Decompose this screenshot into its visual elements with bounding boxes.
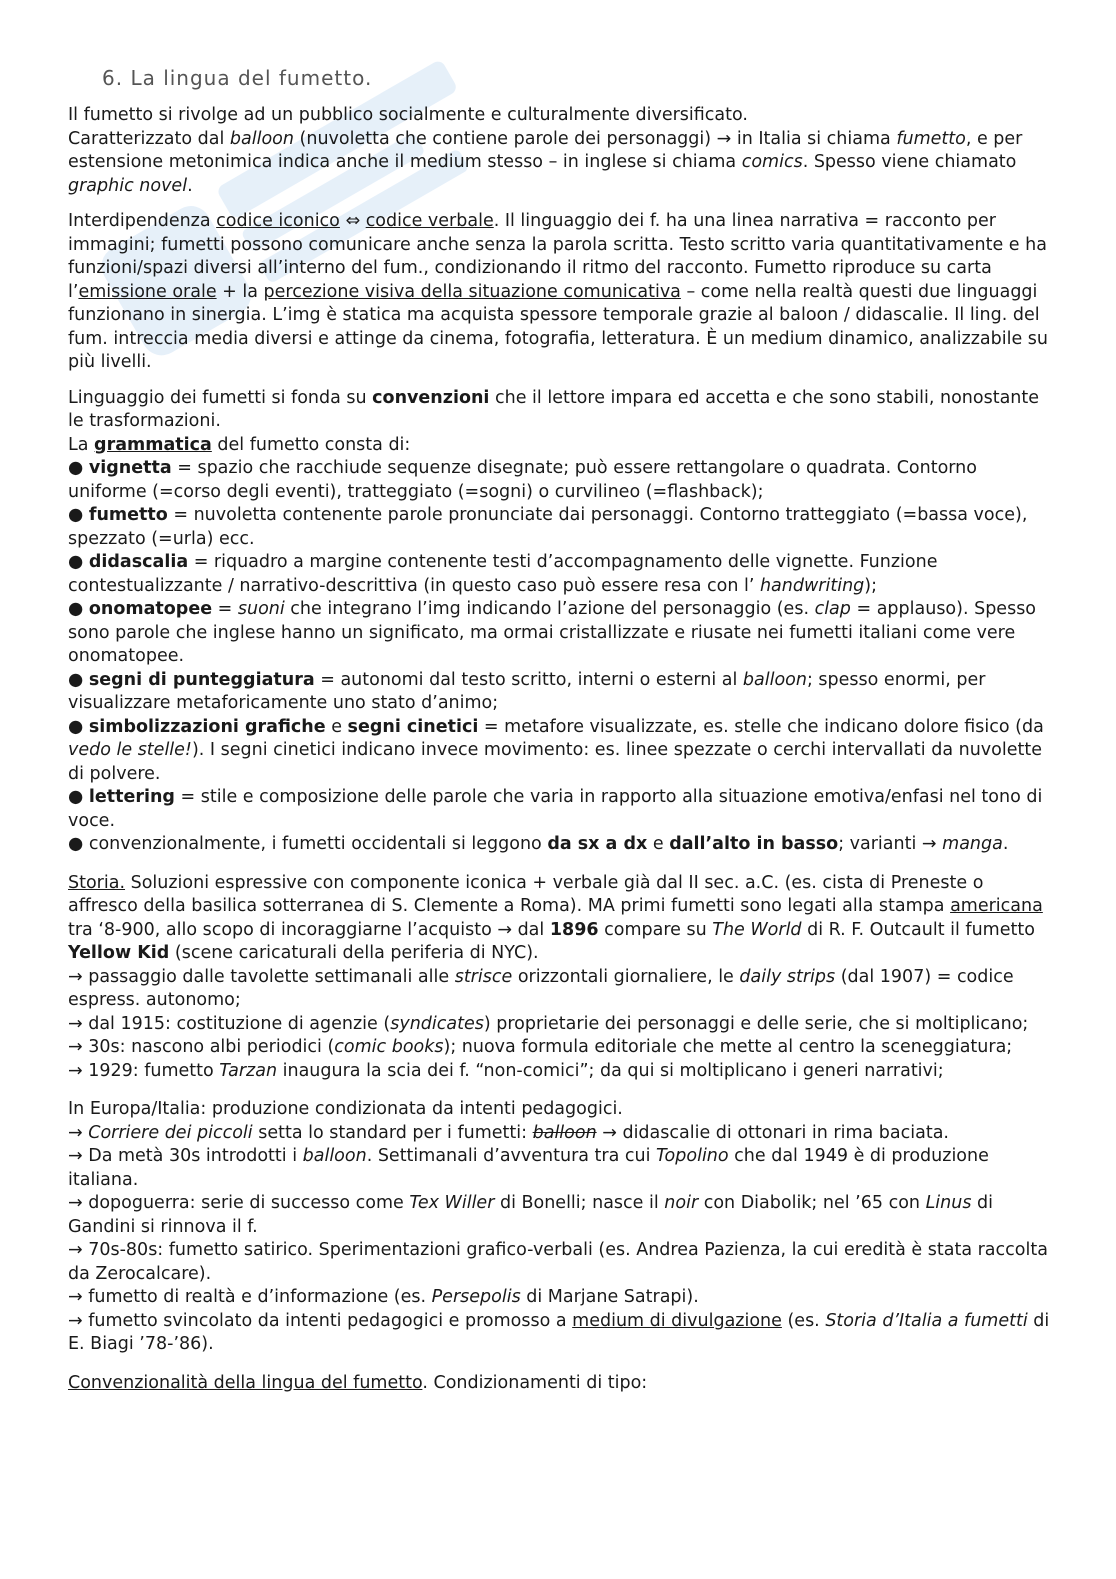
list-item: ● didascalia = riquadro a margine contenente testi d’accompagnamento delle vignette. Funzione contestualizzante / narrativo-descrittiva (in questo caso può essere resa con l’ handwriting); [68,552,938,596]
bullet-icon: ● [68,458,84,478]
list-item: → fumetto di realtà e d’informazione (es. Persepolis di Marjane Satrapi). [68,1287,699,1307]
list-item: ● simbolizzazioni grafiche e segni cinetici = metafore visualizzate, es. stelle che indicano dolore fisico (da vedo le stelle!). I segni cinetici indicano invece movimento: es. linee spezzate o cerchi intervallati da nuvolette di polvere. [68,716,1044,784]
list-item: → Da metà 30s introdotti i balloon. Settimanali d’avventura tra cui Topolino che dal 1949 è di produzione italiana. [68,1146,989,1190]
bullet-icon: ● [68,669,84,690]
list-item: → dopoguerra: serie di successo come Tex Willer di Bonelli; nasce il noir con Diabolik; nel ’65 con Linus di Gandini si rinnova il f. [68,1193,994,1237]
list-item: → 70s-80s: fumetto satirico. Sperimentazioni grafico-verbali (es. Andrea Pazienza, la cui eredità è stata raccolta da Zerocalcare). [68,1240,1048,1284]
list-item: ● onomatopee = suoni che integrano l’img indicando l’azione del personaggio (es. clap = applauso). Spesso sono parole che inglese hanno un significato, ma ormai cristallizzate e riusate nei fumetti italiani come vere onomatopee. [68,599,1037,666]
paragraph-europa: In Europa/Italia: produzione condizionata da intenti pedagogici. [68,1099,623,1119]
list-item: → 1929: fumetto Tarzan inaugura la scia dei f. “non-comici”; da qui si moltiplicano i generi narrativi; [68,1060,944,1081]
list-item: → Corriere dei piccoli setta lo standard per i fumetti: balloon → didascalie di ottonari in rima baciata. [68,1122,949,1143]
bullet-icon: ● [68,834,84,854]
list-item: ● segni di punteggiatura = autonomi dal testo scritto, interni o esterni al balloon; spesso enormi, per visualizzare metaforicamente uno stato d’animo; [68,669,986,713]
paragraph-convenzionalita: Convenzionalità della lingua del fumetto. Condizionamenti di tipo: [68,1372,648,1393]
list-item: → 30s: nascono albi periodici (comic books); nuova formula editoriale che mette al centro la sceneggiatura; [68,1037,1013,1057]
paragraph-grammatica: La grammatica del fumetto consta di: [68,434,411,455]
paragraph-convenzioni: Linguaggio dei fumetti si fonda su convenzioni che il lettore impara ed accetta e che sono stabili, nonostante le trasformazioni. [68,387,1040,431]
paragraph-intro: Il fumetto si rivolge ad un pubblico socialmente e culturalmente diversificato. Caratterizzato dal balloon (nuvoletta che contiene parole dei personaggi) → in Italia si chiama fumetto, e per estensione metonimica indica anche il medium stesso – in inglese si chiama comics. Spesso viene chiamato graphic novel. [68,104,1058,198]
list-item: → dal 1915: costituzione di agenzie (syndicates) proprietarie dei personaggi e delle serie, che si moltiplicano; [68,1013,1029,1034]
document-page [68,64,1058,1395]
intro-line: Il fumetto si rivolge ad un pubblico socialmente e culturalmente diversificato. [68,105,748,125]
list-item: → passaggio dalle tavolette settimanali alle strisce orizzontali giornaliere, le daily strips (dal 1907) = codice espress. autonomo; [68,966,1014,1010]
bullet-icon: ● [68,716,84,737]
bullet-icon: ● [68,552,84,572]
list-item: ● convenzionalmente, i fumetti occidentali si leggono da sx a dx e dall’alto in basso; varianti → manga. [68,834,1009,854]
list-item: ● lettering = stile e composizione delle parole che varia in rapporto alla situazione emotiva/enfasi nel tono di voce. [68,787,1043,831]
bullet-icon: ● [68,787,84,807]
list-item: ● vignetta = spazio che racchiude sequenze disegnate; può essere rettangolare o quadrata. Contorno uniforme (=corso degli eventi), tratteggiato (=sogni) o curvilineo (=flashback); [68,458,977,502]
section-heading: 6. La lingua del fumetto. [102,66,373,90]
paragraph-storia: Storia. Soluzioni espressive con componente iconica + verbale già dal II sec. a.C. (es. cista di Preneste o affresco della basilica sotterranea di S. Clemente a Roma). MA primi fumetti sono legati alla stampa americana tra ‘8-900, allo scopo di incoraggiarne l’acquisto → dal 1896 compare su The World di R. F. Outcault il fumetto Yellow Kid (scene caricaturali della periferia di NYC). [68,872,1043,963]
list-item: ● fumetto = nuvoletta contenente parole pronunciate dai personaggi. Contorno tratteggiato (=bassa voce), spezzato (=urla) ecc. [68,505,1028,549]
paragraph-interdipendenza: Interdipendenza codice iconico ⇔ codice verbale. Il linguaggio dei f. ha una linea narrativa = racconto per immagini; fumetti possono comunicare anche senza la parola scritta. Testo scritto varia quantitativamente e ha funzioni/spazi diversi all’interno del fum., condizionando il ritmo del racconto. Fumetto riproduce su carta l’emissione orale + la percezione visiva della situazione comunicativa – come nella realtà questi due linguaggi funzionano in sinergia. L’img è statica ma acquista spessore temporale grazie al baloon / didascalie. Il ling. del fum. intreccia media diversi e attinge da cinema, fotografia, letteratura. È un medium dinamico, analizzabile su più livelli. [68,211,1049,372]
bullet-icon: ● [68,599,84,619]
bullet-icon: ● [68,505,84,525]
list-item: → fumetto svincolato da intenti pedagogici e promosso a medium di divulgazione (es. Storia d’Italia a fumetti di E. Biagi ’78-’86). [68,1310,1050,1354]
